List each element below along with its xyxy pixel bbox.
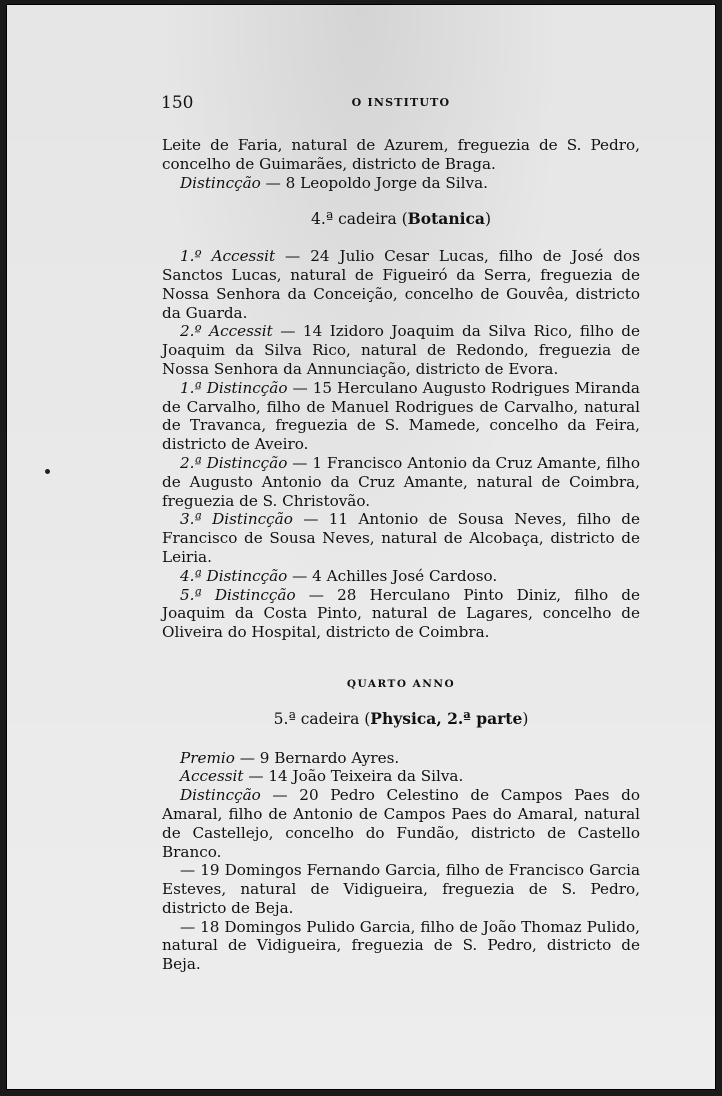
entry-text: — 9 Bernardo Ayres. <box>234 748 400 767</box>
entry-text: — 15 Herculano Augusto Rodrigues Miranda de Carvalho, filho de Manuel Rodrigues de Carvalho, natural de Travanca, freguezia de S. Mamede, concelho da Feira, districto de Aveiro. <box>162 378 640 454</box>
entry-label: 2.ª Distincção <box>180 453 288 472</box>
entry-text: — 20 Pedro Celestino de Campos Paes do Amaral, filho de Antonio de Campos Paes do Amaral, natural de Castellejo, concelho do Fundão, districto de Castello Branco. <box>162 786 640 861</box>
entry-text: — 28 Herculano Pinto Diniz, filho de Joaquim da Costa Pinto, natural de Lagares, concelho de Oliveira do Hospital, districto de Coimbra. <box>162 585 640 642</box>
heading-subject: Physica, 2.ª parte <box>370 708 523 728</box>
paragraph-distinction-5 <box>162 586 640 642</box>
entry-text: — 11 Antonio de Sousa Neves, filho de Francisco de Sousa Neves, natural de Alcobaça, districto de Leiria. <box>162 510 640 566</box>
heading-subject: Botanica <box>407 209 485 229</box>
paragraph-distinction-8 <box>162 174 640 193</box>
entry-label: 2.º Accessit <box>180 322 273 341</box>
paragraph-distinction-4 <box>162 567 640 586</box>
section-title: QUARTO ANNO <box>346 677 456 690</box>
entry-label: 1.º Accessit <box>180 247 276 266</box>
heading-botanica <box>162 210 640 229</box>
entry-text: — 24 Julio Cesar Lucas, filho de José dos Sanctos Lucas, natural de Figueiró da Serra, freguezia de Nossa Senhora da Conceição, concelho de Gouvêa, districto da Guarda. <box>162 247 640 322</box>
entry-label: Distincção <box>180 173 261 192</box>
running-title: O INSTITUTO <box>351 96 451 109</box>
entry-label: 4.ª Distincção <box>180 566 288 585</box>
entry-label: 5.ª Distincção <box>180 585 296 604</box>
entry-text: — 4 Achilles José Cardoso. <box>287 566 498 585</box>
paragraph-distinction-1 <box>162 379 640 454</box>
paragraph-premio <box>162 749 640 768</box>
entry-text: — 1 Francisco Antonio da Cruz Amante, filho de Augusto Antonio da Cruz Amante, natural de Coimbra, freguezia de S. Christovão. <box>162 453 640 510</box>
paragraph-distinction-18: — 18 Domingos Pulido Garcia, filho de João Thomaz Pulido, natural de Vidigueira, freguezia de S. Pedro, districto de Beja. <box>162 917 640 974</box>
entry-label: Premio <box>180 748 235 767</box>
entry-label: Accessit <box>180 767 244 786</box>
paragraph-accessit <box>162 767 640 786</box>
paragraph-distinction-3 <box>162 510 640 566</box>
entry-label: 1.ª Distincção <box>180 378 288 397</box>
paragraph-distinction-2 <box>162 454 640 510</box>
heading-physica <box>162 710 640 729</box>
entry-label: 3.ª Distincção <box>180 510 293 529</box>
page-body <box>162 136 640 974</box>
paragraph-accessit-2 <box>162 322 640 378</box>
paragraph-continued: Leite de Faria, natural de Azurem, freguezia de S. Pedro, concelho de Guimarães, districto de Braga. <box>162 136 640 173</box>
heading-prefix: 4.ª cadeira ( <box>310 210 408 229</box>
page-header <box>161 93 641 115</box>
entry-text: — 14 João Teixeira da Silva. <box>243 767 464 786</box>
page-number: 150 <box>161 93 194 113</box>
entry-text: — 14 Izidoro Joaquim da Silva Rico, filho de Joaquim da Silva Rico, natural de Redondo, freguezia de Nossa Senhora da Annunciação, districto de Evora. <box>162 322 640 378</box>
paragraph-distinction-20 <box>162 786 640 861</box>
heading-prefix: 5.ª cadeira ( <box>273 709 371 728</box>
heading-suffix: ) <box>484 210 492 229</box>
entry-label: Distincção <box>180 786 261 805</box>
heading-suffix: ) <box>522 709 529 728</box>
paragraph-distinction-19: — 19 Domingos Fernando Garcia, filho de Francisco Garcia Esteves, natural de Vidigueira, freguezia de S. Pedro, districto de Beja. <box>162 861 640 917</box>
ink-spot <box>45 469 50 474</box>
book-page <box>6 4 716 1090</box>
entry-text: — 8 Leopoldo Jorge da Silva. <box>260 173 488 192</box>
paragraph-accessit-1 <box>162 247 640 322</box>
